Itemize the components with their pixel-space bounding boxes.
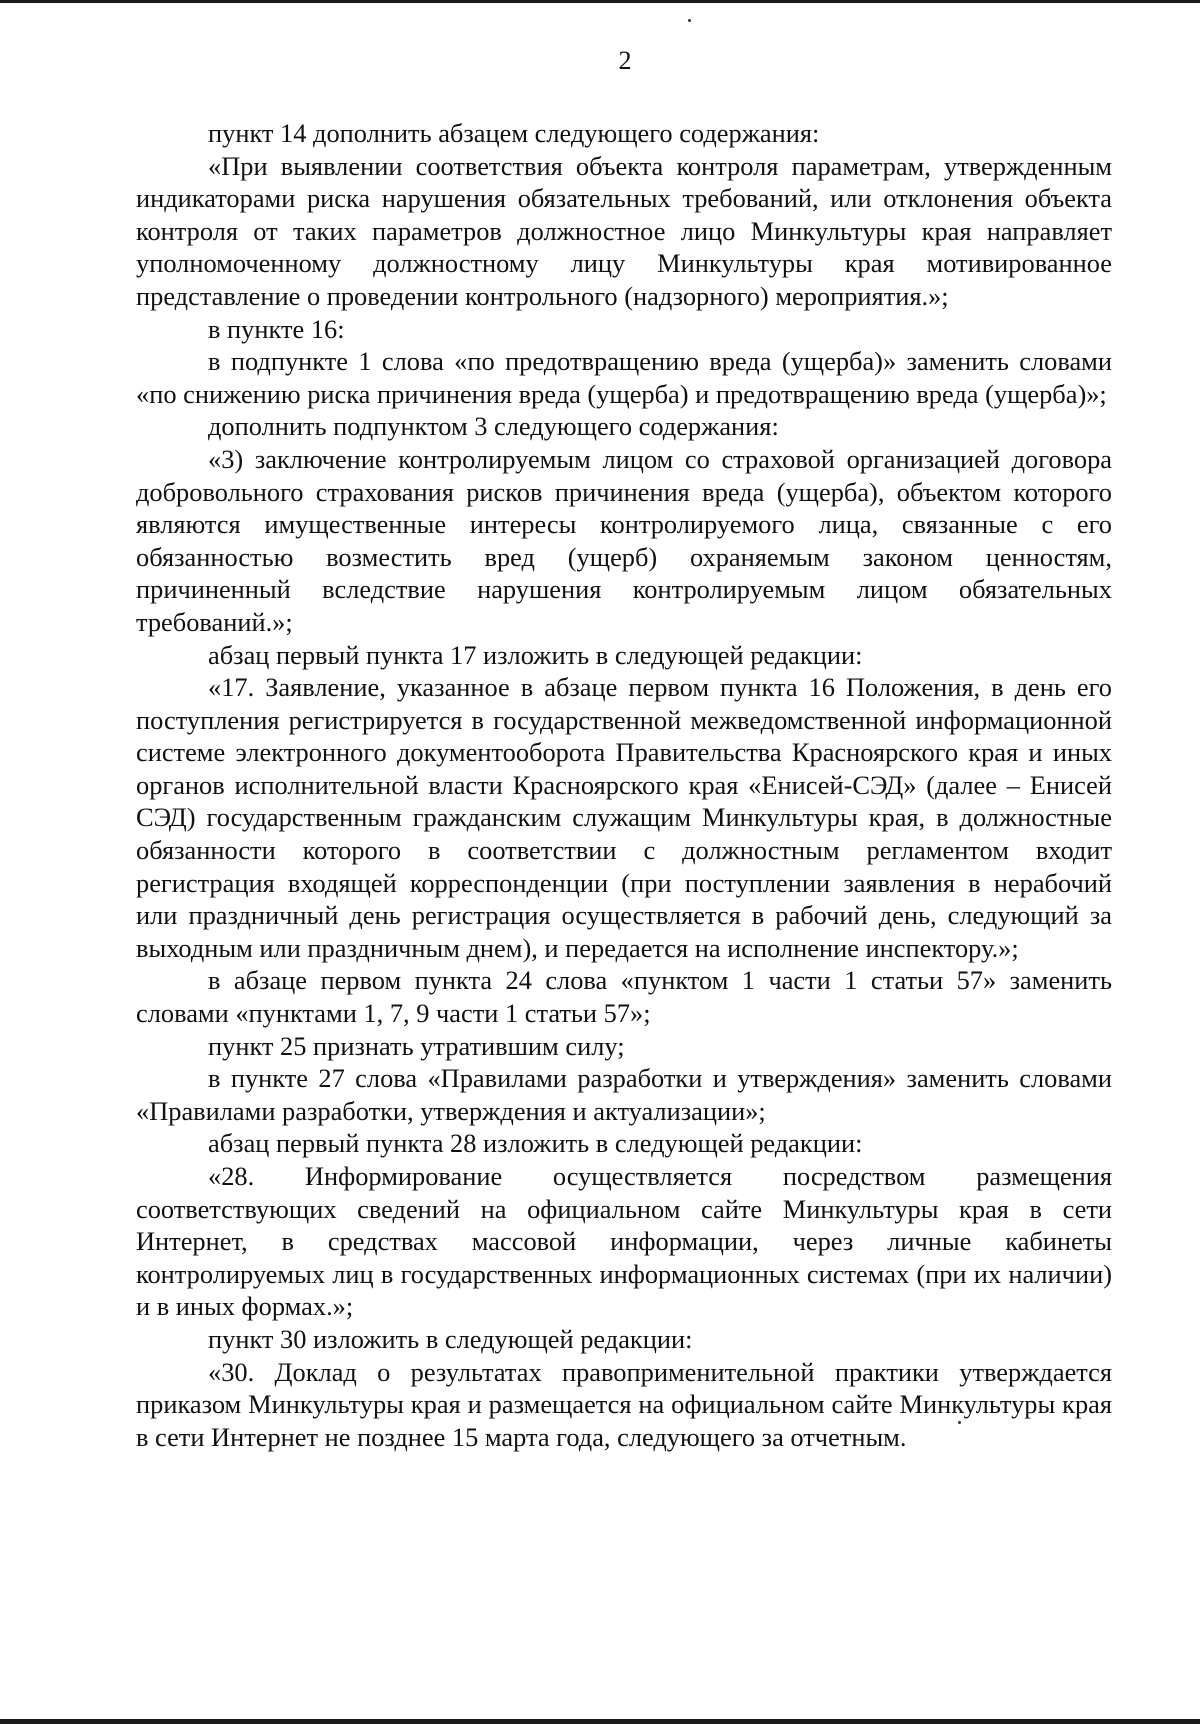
- paragraph: пункт 30 изложить в следующей редакции:: [208, 1323, 693, 1354]
- paragraph: в абзаце первом пункта 24 слова «пунктом 1 части 1 статьи 57» заменить словами «пунктами 1, 7, 9 части 1 статьи 57»;: [136, 965, 1112, 1029]
- paragraph: абзац первый пункта 17 изложить в следующей редакции:: [208, 639, 863, 670]
- paragraph: пункт 25 признать утратившим силу;: [208, 1030, 625, 1061]
- paragraph: пункт 14 дополнить абзацем следующего содержания:: [208, 118, 820, 148]
- scan-speck: [688, 19, 691, 22]
- paragraph: «28. Информирование осуществляется посредством размещения соответствующих сведений на официальном сайте Минкультуры края в сети Интернет, в средствах массовой информации, через личные кабинеты контролируемых лиц в государственных информационных системах (при их наличии) и в иных формах.»;: [136, 1161, 1112, 1322]
- scan-border-top: [0, 0, 1200, 3]
- paragraph: «3) заключение контролируемым лицом со страховой организацией договора добровольного страхования рисков причинения вреда (ущерба), объектом которого являются имущественные интересы контролируемого лица, связанные с его обязанностью возместить вред (ущерб) охраняемым законом ценностям, причиненный вследствие нарушения контролируемым лицом обязательных требований.»;: [136, 443, 1112, 637]
- paragraph: «30. Доклад о результатах правоприменительной практики утверждается приказом Минкультуры края и размещается на официальном сайте Минкультуры края в сети Интернет не позднее 15 марта года, следующего за отчетным.: [136, 1356, 1112, 1452]
- paragraph: абзац первый пункта 28 изложить в следующей редакции:: [208, 1128, 863, 1159]
- paragraph: в подпункте 1 слова «по предотвращению вреда (ущерба)» заменить словами «по снижению риска причинения вреда (ущерба) и предотвращению вреда (ущерба)»;: [136, 346, 1112, 409]
- document-body: [136, 117, 1112, 1453]
- scan-border-bottom: [0, 1719, 1200, 1724]
- page-number: 2: [618, 46, 632, 75]
- paragraph: в пункте 16:: [208, 313, 345, 344]
- paragraph: «17. Заявление, указанное в абзаце первом пункта 16 Положения, в день его поступления регистрируется в государственной межведомственной информационной системе электронного документооборота Правительства Красноярского края и иных органов исполнительной власти Красноярского края «Енисей-СЭД» (далее – Енисей СЭД) государственным гражданским служащим Минкультуры края, в должностные обязанности которого в соответствии с должностным регламентом входит регистрация входящей корреспонденции (при поступлении заявления в нерабочий или праздничный день регистрация осуществляется в рабочий день, следующий за выходным или праздничным днем), и передается на исполнение инспектору.»;: [136, 672, 1112, 963]
- paragraph: «При выявлении соответствия объекта контроля параметрам, утвержденным индикаторами риска нарушения обязательных требований, или отклонения объекта контроля от таких параметров должностное лицо Минкультуры края направляет уполномоченному должностному лицу Минкультуры края мотивированное представление о проведении контрольного (надзорного) мероприятия.»;: [136, 150, 1112, 311]
- paragraph: дополнить подпунктом 3 следующего содержания:: [208, 411, 779, 442]
- paragraph: в пункте 27 слова «Правилами разработки и утверждения» заменить словами «Правилами разработки, утверждения и актуализации»;: [136, 1063, 1112, 1126]
